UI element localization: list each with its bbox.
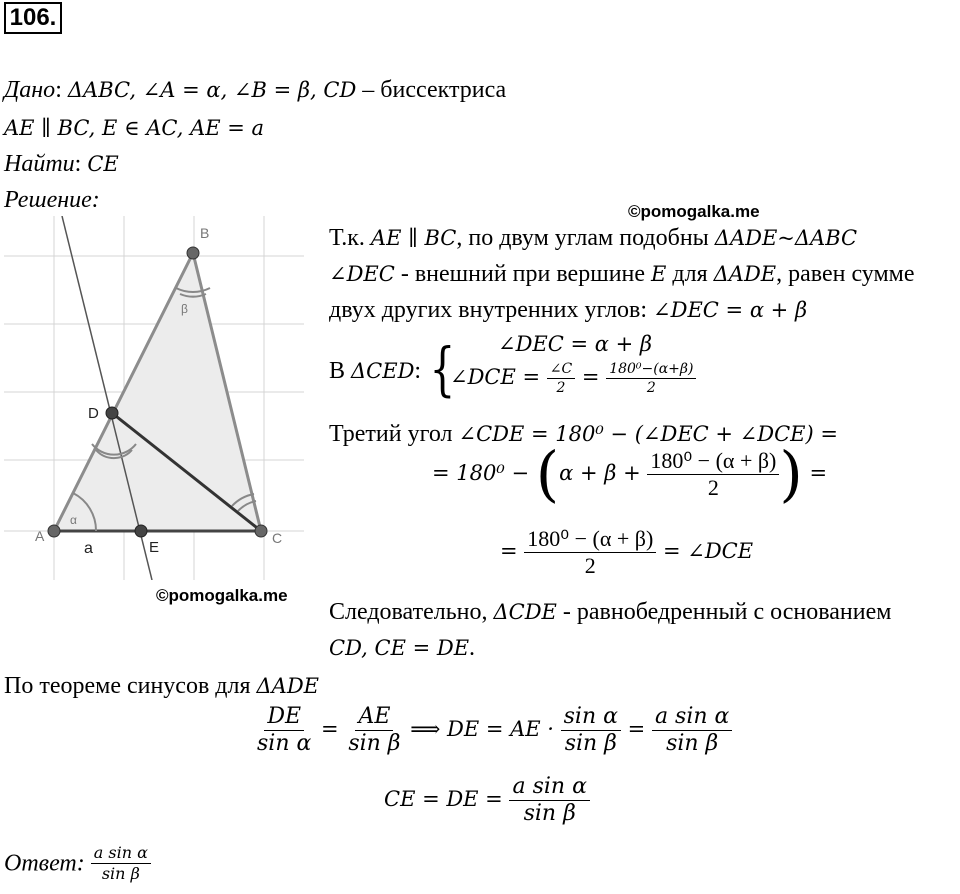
answer-label: Ответ: <box>4 850 85 877</box>
point-a <box>48 525 60 537</box>
step-2-frac: $\frac{\text{180⁰ − (α + β)}}{2}$ <box>647 450 779 499</box>
given-label: Дано <box>4 77 56 103</box>
ce-equation: CE = DE = $\frac{\text{a sin α}}{\text{sin β}}$ <box>384 776 590 825</box>
label-a: A <box>35 528 45 544</box>
watermark-top: ©pomogalka.me <box>628 202 760 221</box>
given-math-1: ΔABC, ∠A = α, ∠B = β, CD <box>67 78 357 102</box>
given-text-1: – биссектриса <box>356 77 507 103</box>
sine-intro: По теореме синусов для ΔADE <box>4 673 320 699</box>
label-c: C <box>272 530 283 546</box>
frac-ce-result: $\frac{\text{a sin α}}{\text{sin β}}$ <box>509 776 589 825</box>
point-d <box>106 407 118 419</box>
point-c <box>255 525 267 537</box>
point-e <box>135 525 147 537</box>
label-e: E <box>149 539 160 556</box>
conclusion-line-1: Следовательно, ΔCDE - равнобедренный с основанием <box>329 599 892 625</box>
watermark-bottom: ©pomogalka.me <box>156 586 288 605</box>
label-d: D <box>88 405 99 422</box>
frac-sin-ratio: $\frac{\text{sin α}}{\text{sin β}}$ <box>561 706 621 755</box>
given-line-2 <box>4 114 264 142</box>
find-line: Найти: CE <box>4 151 119 177</box>
conclusion-line-2: CD, CE = DE. <box>329 635 476 661</box>
problem-number: 106. <box>4 2 62 34</box>
frac-ae-sin-beta: $\frac{AE}{\text{sin β}}$ <box>348 704 401 756</box>
step-2-line: = 180⁰ − (α + β + $\frac{\text{180⁰ − (α + β)}}{2}$ ) = <box>432 439 828 510</box>
system-frac-1: $\frac{\angle C}{2}$ <box>547 362 575 395</box>
frac-a-sin-ratio: $\frac{\text{a sin α}}{\text{sin β}}$ <box>652 706 732 755</box>
point-b <box>187 247 199 259</box>
step-3-frac: $\frac{\text{180⁰ − (α + β)}}{2}$ <box>524 528 656 577</box>
label-b: B <box>200 225 210 241</box>
third-angle-line: Третий угол ∠CDE = 180⁰ − (∠DEC + ∠DCE) = <box>329 421 838 447</box>
system-label: В ΔCED: <box>329 358 422 384</box>
label-side-a: a <box>84 540 93 557</box>
answer-fraction: $\frac{\text{a sin α}}{\text{sin β}}$ <box>91 845 151 882</box>
label-beta: β <box>181 302 188 316</box>
reasoning-line-1: Т.к. AE ∥ BC, по двум углам подобны ΔADE~ΔABC <box>329 225 858 251</box>
label-alpha: α <box>70 513 77 527</box>
system-frac-2: $\frac{\text{180⁰−(α+β)}}{2}$ <box>606 362 696 395</box>
triangle-figure <box>4 216 304 580</box>
reasoning-line-2: ∠DEC - внешний при вершине E для ΔADE, равен сумме <box>329 261 915 287</box>
system-brace: { <box>429 335 456 403</box>
find-math: CE <box>87 152 119 176</box>
answer-line <box>4 845 151 882</box>
system-eq-2: ∠DCE = $\frac{\angle C}{2}$ = $\frac{\text{180⁰−(α+β)}}{2}$ <box>450 362 696 395</box>
system-eq-1: ∠DEC = α + β <box>498 332 653 356</box>
given-line-1: Дано: ΔABC, ∠A = α, ∠B = β, CD – биссектриса <box>4 77 507 103</box>
step-3-line: = $\frac{\text{180⁰ − (α + β)}}{2}$ = ∠DCE <box>500 526 754 578</box>
given-math-2: AE ∥ BC, E ∈ AC, AE = a <box>4 116 265 140</box>
frac-de-sin-alpha: $\frac{DE}{\text{sin α}}$ <box>257 704 312 756</box>
solution-label: Решение: <box>4 187 100 213</box>
sine-equation: $\frac{DE}{\text{sin α}}$ = $\frac{AE}{\text{sin β}}$ ⟹ DE = AE · $\frac{\text{sin α}}{\text{sin β}}$ = $\frac{\text{a sin α}}{\text{sin β}}$ <box>254 706 732 755</box>
reasoning-line-3: двух других внутренних углов: ∠DEC = α + β <box>329 297 808 323</box>
find-label: Найти <box>4 151 75 177</box>
